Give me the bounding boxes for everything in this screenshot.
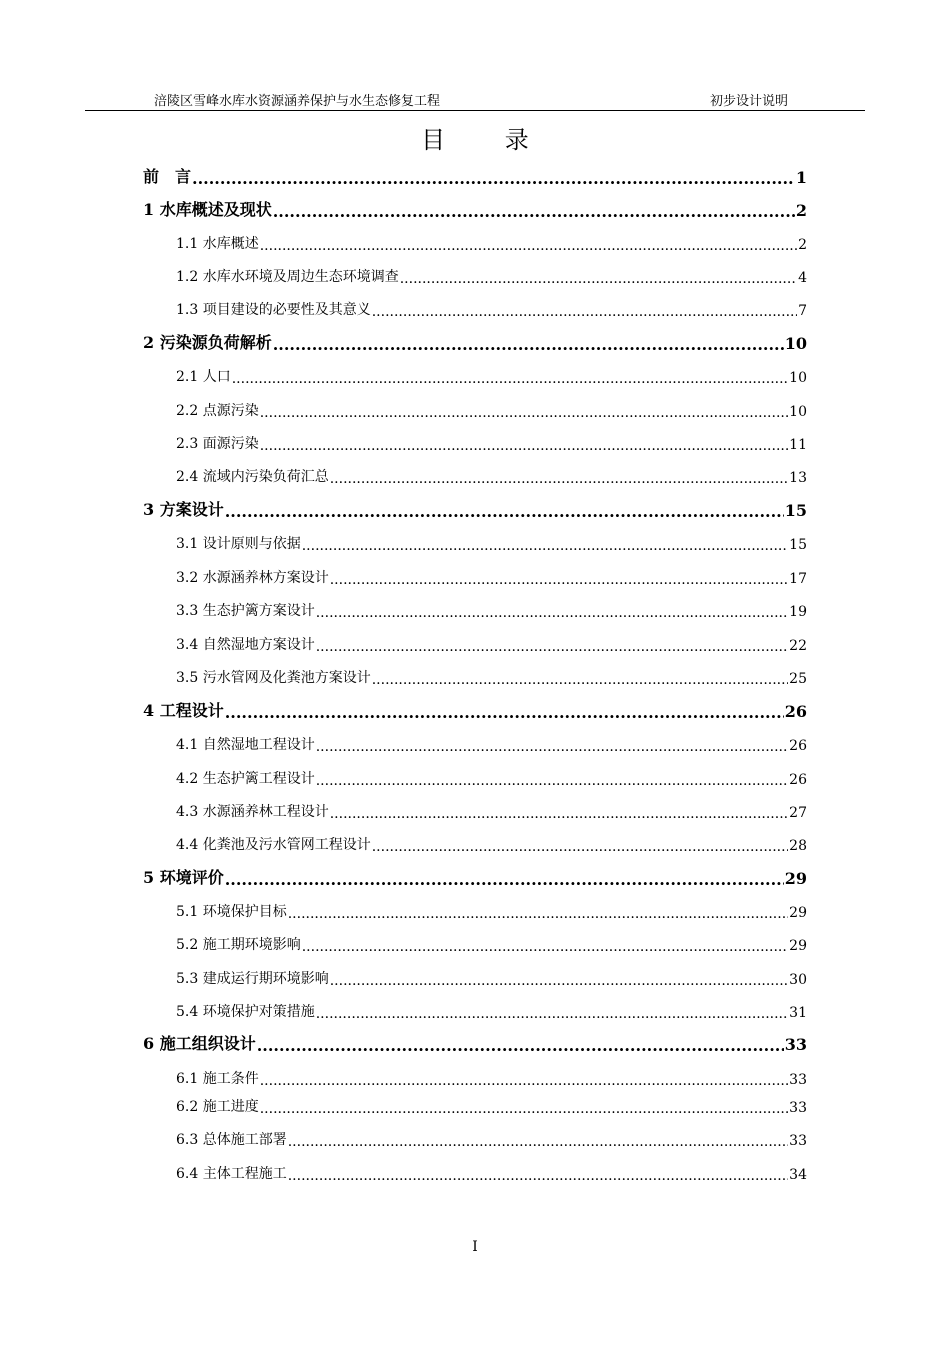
- toc-entry-page: 19: [789, 604, 807, 620]
- toc-section-entry[interactable]: [176, 732, 807, 754]
- toc-entry-label: 5.2 施工期环境影响: [176, 937, 301, 953]
- toc-section-entry[interactable]: [176, 832, 807, 854]
- toc-dot-leader: [330, 974, 788, 988]
- toc-section-entry[interactable]: [176, 398, 807, 420]
- page-number: I: [472, 1239, 478, 1255]
- toc-section-entry[interactable]: [176, 1094, 807, 1116]
- toc-section-entry[interactable]: [176, 766, 807, 788]
- toc-chapter-entry[interactable]: [143, 165, 807, 187]
- toc-dot-leader: [273, 204, 795, 220]
- toc-entry-page: 31: [789, 1005, 807, 1021]
- toc-section-entry[interactable]: [176, 999, 807, 1021]
- toc-dot-leader: [288, 1169, 788, 1183]
- toc-entry-page: 15: [784, 501, 807, 520]
- toc-chapter-entry[interactable]: [143, 331, 807, 353]
- toc-entry-label: 1.2 水库水环境及周边生态环境调查: [176, 269, 399, 285]
- toc-entry-label: 6.2 施工进度: [176, 1099, 259, 1115]
- toc-section-entry[interactable]: [176, 464, 807, 486]
- toc-dot-leader: [372, 305, 797, 319]
- toc-entry-label: 1.1 水库概述: [176, 236, 259, 252]
- toc-entry-label: 6.3 总体施工部署: [176, 1132, 287, 1148]
- toc-dot-leader: [330, 472, 788, 486]
- toc-dot-leader: [316, 640, 788, 654]
- toc-dot-leader: [316, 740, 788, 754]
- toc-dot-leader: [316, 774, 788, 788]
- toc-entry-page: 33: [789, 1072, 807, 1088]
- toc-section-entry[interactable]: [176, 632, 807, 654]
- toc-section-entry[interactable]: [176, 799, 807, 821]
- toc-section-entry[interactable]: [176, 431, 807, 453]
- toc-dot-leader: [225, 705, 784, 721]
- toc-dot-leader: [225, 504, 784, 520]
- toc-section-entry[interactable]: [176, 932, 807, 954]
- toc-dot-leader: [372, 840, 788, 854]
- toc-entry-label: 1.3 项目建设的必要性及其意义: [176, 302, 371, 318]
- toc-section-entry[interactable]: [176, 598, 807, 620]
- toc-dot-leader: [232, 372, 788, 386]
- toc-section-entry[interactable]: [176, 665, 807, 687]
- toc-dot-leader: [260, 406, 788, 420]
- toc-entry-label: 1 水库概述及现状: [143, 200, 272, 219]
- toc-entry-page: 22: [789, 638, 807, 654]
- toc-entry-page: 10: [789, 404, 807, 420]
- toc-entry-page: 4: [798, 270, 807, 286]
- toc-entry-page: 28: [789, 838, 807, 854]
- toc-entry-label: 2.2 点源污染: [176, 403, 259, 419]
- toc-section-entry[interactable]: [176, 966, 807, 988]
- toc-entry-page: 29: [789, 905, 807, 921]
- toc-entry-page: 10: [789, 370, 807, 386]
- toc-entry-page: 13: [789, 470, 807, 486]
- toc-entry-label: 2.1 人口: [176, 369, 231, 385]
- toc-entry-label: 4.1 自然湿地工程设计: [176, 737, 315, 753]
- toc-chapter-entry[interactable]: [143, 866, 807, 888]
- toc-chapter-entry[interactable]: [143, 198, 807, 220]
- toc-section-entry[interactable]: [176, 1127, 807, 1149]
- toc-entry-page: 2: [798, 237, 807, 253]
- toc-entry-label: 4.4 化粪池及污水管网工程设计: [176, 837, 371, 853]
- toc-chapter-entry[interactable]: [143, 699, 807, 721]
- toc-entry-label: 5 环境评价: [143, 868, 224, 887]
- toc-entry-label: 5.4 环境保护对策措施: [176, 1004, 315, 1020]
- toc-entry-page: 29: [789, 938, 807, 954]
- toc-dot-leader: [372, 673, 788, 687]
- toc-dot-leader: [260, 1074, 788, 1088]
- toc-entry-label: 5.1 环境保护目标: [176, 904, 287, 920]
- toc-section-entry[interactable]: [176, 565, 807, 587]
- toc-dot-leader: [257, 1038, 784, 1054]
- toc-entry-label: 3.3 生态护篱方案设计: [176, 603, 315, 619]
- toc-entry-page: 11: [789, 437, 807, 453]
- toc-entry-label: 4 工程设计: [143, 701, 224, 720]
- toc-entry-label: 6.1 施工条件: [176, 1071, 259, 1087]
- toc-entry-label: 3.5 污水管网及化粪池方案设计: [176, 670, 371, 686]
- toc-section-entry[interactable]: [176, 264, 807, 286]
- toc-entry-label: 6.4 主体工程施工: [176, 1166, 287, 1182]
- toc-entry-label: 2 污染源负荷解析: [143, 333, 272, 352]
- toc-entry-page: 10: [784, 334, 807, 353]
- toc-dot-leader: [302, 539, 788, 553]
- toc-dot-leader: [260, 439, 788, 453]
- toc-entry-label: 前 言: [143, 167, 192, 186]
- toc-dot-leader: [288, 1135, 788, 1149]
- toc-entry-label: 2.3 面源污染: [176, 436, 259, 452]
- running-header-title: 涪陵区雪峰水库水资源涵养保护与水生态修复工程: [154, 94, 441, 109]
- toc-dot-leader: [302, 940, 788, 954]
- toc-entry-page: 34: [789, 1167, 807, 1183]
- toc-dot-leader: [316, 606, 788, 620]
- toc-dot-leader: [260, 239, 797, 253]
- toc-entry-page: 33: [784, 1035, 807, 1054]
- toc-entry-label: 2.4 流域内污染负荷汇总: [176, 469, 329, 485]
- toc-entry-label: 4.2 生态护篱工程设计: [176, 771, 315, 787]
- toc-chapter-entry[interactable]: [143, 498, 807, 520]
- toc-entry-page: 26: [789, 738, 807, 754]
- toc-dot-leader: [192, 171, 795, 187]
- toc-entry-label: 6 施工组织设计: [143, 1034, 256, 1053]
- toc-entry-page: 15: [789, 537, 807, 553]
- toc-dot-leader: [225, 872, 784, 888]
- toc-dot-leader: [330, 807, 788, 821]
- toc-entry-page: 30: [789, 972, 807, 988]
- toc-section-entry[interactable]: [176, 297, 807, 319]
- toc-dot-leader: [330, 573, 788, 587]
- toc-dot-leader: [288, 907, 788, 921]
- toc-section-entry[interactable]: [176, 1066, 807, 1088]
- toc-dot-leader: [400, 272, 797, 286]
- toc-section-entry[interactable]: [176, 231, 807, 253]
- toc-dot-leader: [260, 1102, 788, 1116]
- toc-dot-leader: [316, 1007, 788, 1021]
- toc-entry-page: 7: [798, 303, 807, 319]
- toc-entry-label: 3 方案设计: [143, 500, 224, 519]
- toc-entry-page: 1: [795, 168, 807, 187]
- toc-section-entry[interactable]: [176, 899, 807, 921]
- toc-entry-page: 17: [789, 571, 807, 587]
- toc-title: 目 录: [421, 126, 555, 154]
- toc-chapter-entry[interactable]: [143, 1032, 807, 1054]
- toc-entry-page: 33: [789, 1100, 807, 1116]
- toc-section-entry[interactable]: [176, 1161, 807, 1183]
- toc-entry-label: 5.3 建成运行期环境影响: [176, 971, 329, 987]
- toc-section-entry[interactable]: [176, 364, 807, 386]
- toc-entry-label: 3.4 自然湿地方案设计: [176, 637, 315, 653]
- toc-entry-label: 4.3 水源涵养林工程设计: [176, 804, 329, 820]
- toc-entry-page: 33: [789, 1133, 807, 1149]
- toc-entry-label: 3.2 水源涵养林方案设计: [176, 570, 329, 586]
- toc-dot-leader: [273, 337, 784, 353]
- toc-entry-page: 29: [784, 869, 807, 888]
- toc-entry-page: 25: [789, 671, 807, 687]
- toc-section-entry[interactable]: [176, 531, 807, 553]
- toc-entry-page: 26: [784, 702, 807, 721]
- toc-entry-page: 2: [795, 201, 807, 220]
- running-header-doc-type: 初步设计说明: [710, 94, 789, 109]
- toc-entry-page: 26: [789, 772, 807, 788]
- toc-entry-label: 3.1 设计原则与依据: [176, 536, 301, 552]
- toc-entry-page: 27: [789, 805, 807, 821]
